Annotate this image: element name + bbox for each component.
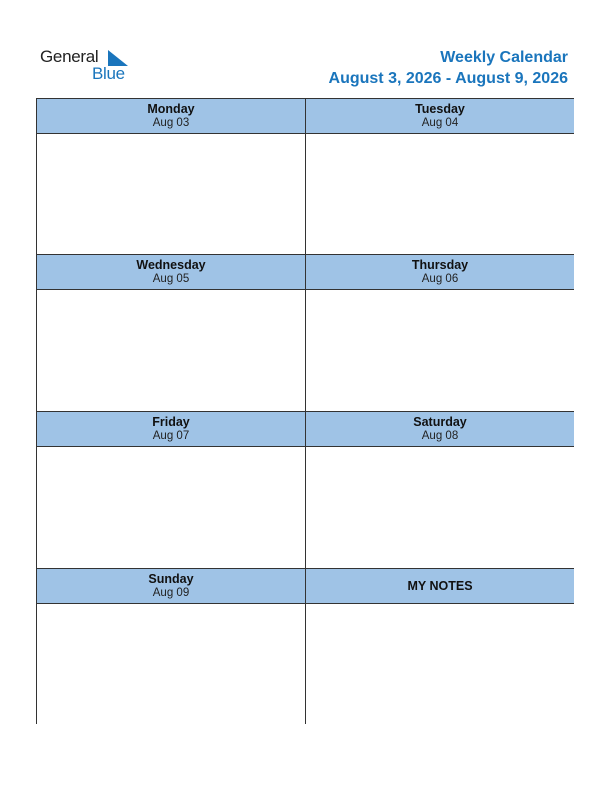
day-header xyxy=(37,99,305,134)
day-name: Monday xyxy=(147,102,195,116)
day-cell-friday xyxy=(36,411,305,568)
day-writing-area[interactable] xyxy=(37,290,305,411)
day-header xyxy=(37,255,305,290)
day-header xyxy=(306,99,574,134)
day-cell-tuesday xyxy=(305,98,574,254)
day-cell-saturday xyxy=(305,411,574,568)
week-grid xyxy=(36,98,574,724)
logo-text-general: General xyxy=(40,47,99,66)
day-name: Wednesday xyxy=(136,258,206,272)
day-header xyxy=(306,255,574,290)
logo-text-blue: Blue xyxy=(92,64,125,83)
generalblue-logo xyxy=(40,47,140,87)
notes-label: MY NOTES xyxy=(407,579,473,593)
day-name: Thursday xyxy=(411,258,469,272)
day-date: Aug 08 xyxy=(421,430,459,442)
day-name: Sunday xyxy=(148,572,194,586)
day-cell-monday xyxy=(36,98,305,254)
day-writing-area[interactable] xyxy=(37,447,305,568)
day-writing-area[interactable] xyxy=(306,447,574,568)
day-writing-area[interactable] xyxy=(306,290,574,411)
day-date: Aug 09 xyxy=(152,587,190,599)
day-date: Aug 03 xyxy=(152,117,190,129)
day-name: Tuesday xyxy=(415,102,465,116)
day-date: Aug 06 xyxy=(421,273,459,285)
page-title: Weekly Calendar xyxy=(440,49,568,66)
day-name: Friday xyxy=(152,415,190,429)
day-writing-area[interactable] xyxy=(306,134,574,254)
day-writing-area[interactable] xyxy=(37,604,305,724)
date-range: August 3, 2026 - August 9, 2026 xyxy=(328,70,568,87)
day-cell-sunday xyxy=(36,568,305,724)
day-header xyxy=(306,412,574,447)
day-date: Aug 07 xyxy=(152,430,190,442)
notes-cell xyxy=(305,568,574,724)
notes-writing-area[interactable] xyxy=(306,604,574,724)
day-header xyxy=(37,412,305,447)
day-header xyxy=(37,569,305,604)
day-date: Aug 05 xyxy=(152,273,190,285)
day-date: Aug 04 xyxy=(421,117,459,129)
day-cell-wednesday xyxy=(36,254,305,411)
day-name: Saturday xyxy=(413,415,467,429)
notes-header xyxy=(306,569,574,604)
day-cell-thursday xyxy=(305,254,574,411)
day-writing-area[interactable] xyxy=(37,134,305,254)
